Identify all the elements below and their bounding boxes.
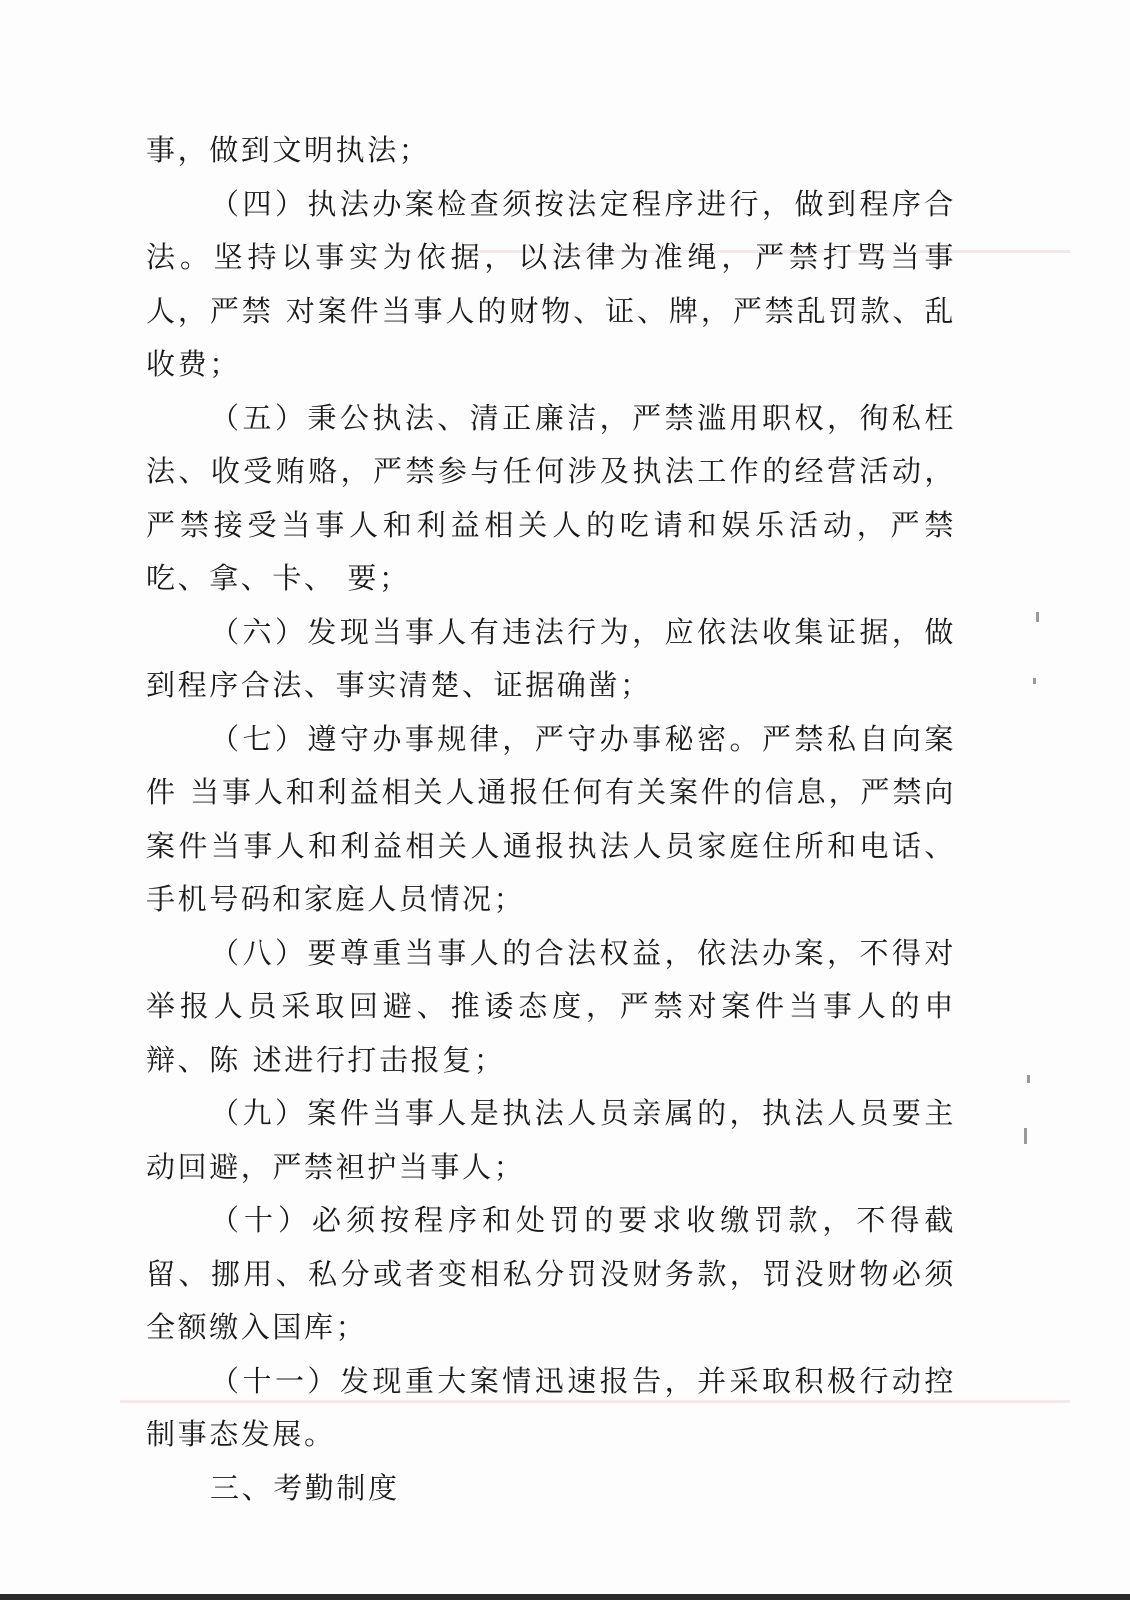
document-body [146, 124, 956, 1515]
paragraph: （五）秉公执法、清正廉洁，严禁滥用职权，徇私枉法、收受贿赂，严禁参与任何涉及执法工作的经营活动，严禁接受当事人和利益相关人的吃请和娱乐活动，严禁吃、拿、卡、 要； [146, 400, 956, 595]
paragraph: （九）案件当事人是执法人员亲属的，执法人员要主动回避，严禁袒护当事人； [146, 1096, 956, 1184]
scan-speck [1036, 612, 1039, 622]
section-heading: 三、考勤制度 [210, 1470, 400, 1505]
scan-speck [1024, 1128, 1027, 1144]
paragraph: （十一）发现重大案情迅速报告，并采取积极行动控制事态发展。 [146, 1363, 956, 1451]
scan-speck [1033, 678, 1036, 684]
paragraph: （七）遵守办事规律，严守办事秘密。严禁私自向案件 当事人和利益相关人通报任何有关案件的信息，严禁向案件当事人和利益相关人通报执法人员家庭住所和电话、手机号码和家庭人员情况； [146, 721, 956, 916]
paragraph: （四）执法办案检查须按法定程序进行，做到程序合法。坚持以事实为依据，以法律为准绳，严禁打骂当事人，严禁 对案件当事人的财物、证、牌，严禁乱罚款、乱收费； [146, 186, 956, 381]
scan-bottom-edge [0, 1594, 1130, 1600]
paragraph: （八）要尊重当事人的合法权益，依法办案，不得对举报人员采取回避、推诿态度，严禁对案件当事人的申辩、陈 述进行打击报复； [146, 935, 956, 1077]
paragraph: （十）必须按程序和处罚的要求收缴罚款，不得截留、挪用、私分或者变相私分罚没财务款，罚没财物必须全额缴入国库； [146, 1203, 956, 1344]
paragraph: （六）发现当事人有违法行为，应依法收集证据，做到程序合法、事实清楚、证据确凿； [146, 614, 956, 702]
scan-speck [1027, 1075, 1030, 1083]
paragraph: 事，做到文明执法； [146, 133, 431, 167]
